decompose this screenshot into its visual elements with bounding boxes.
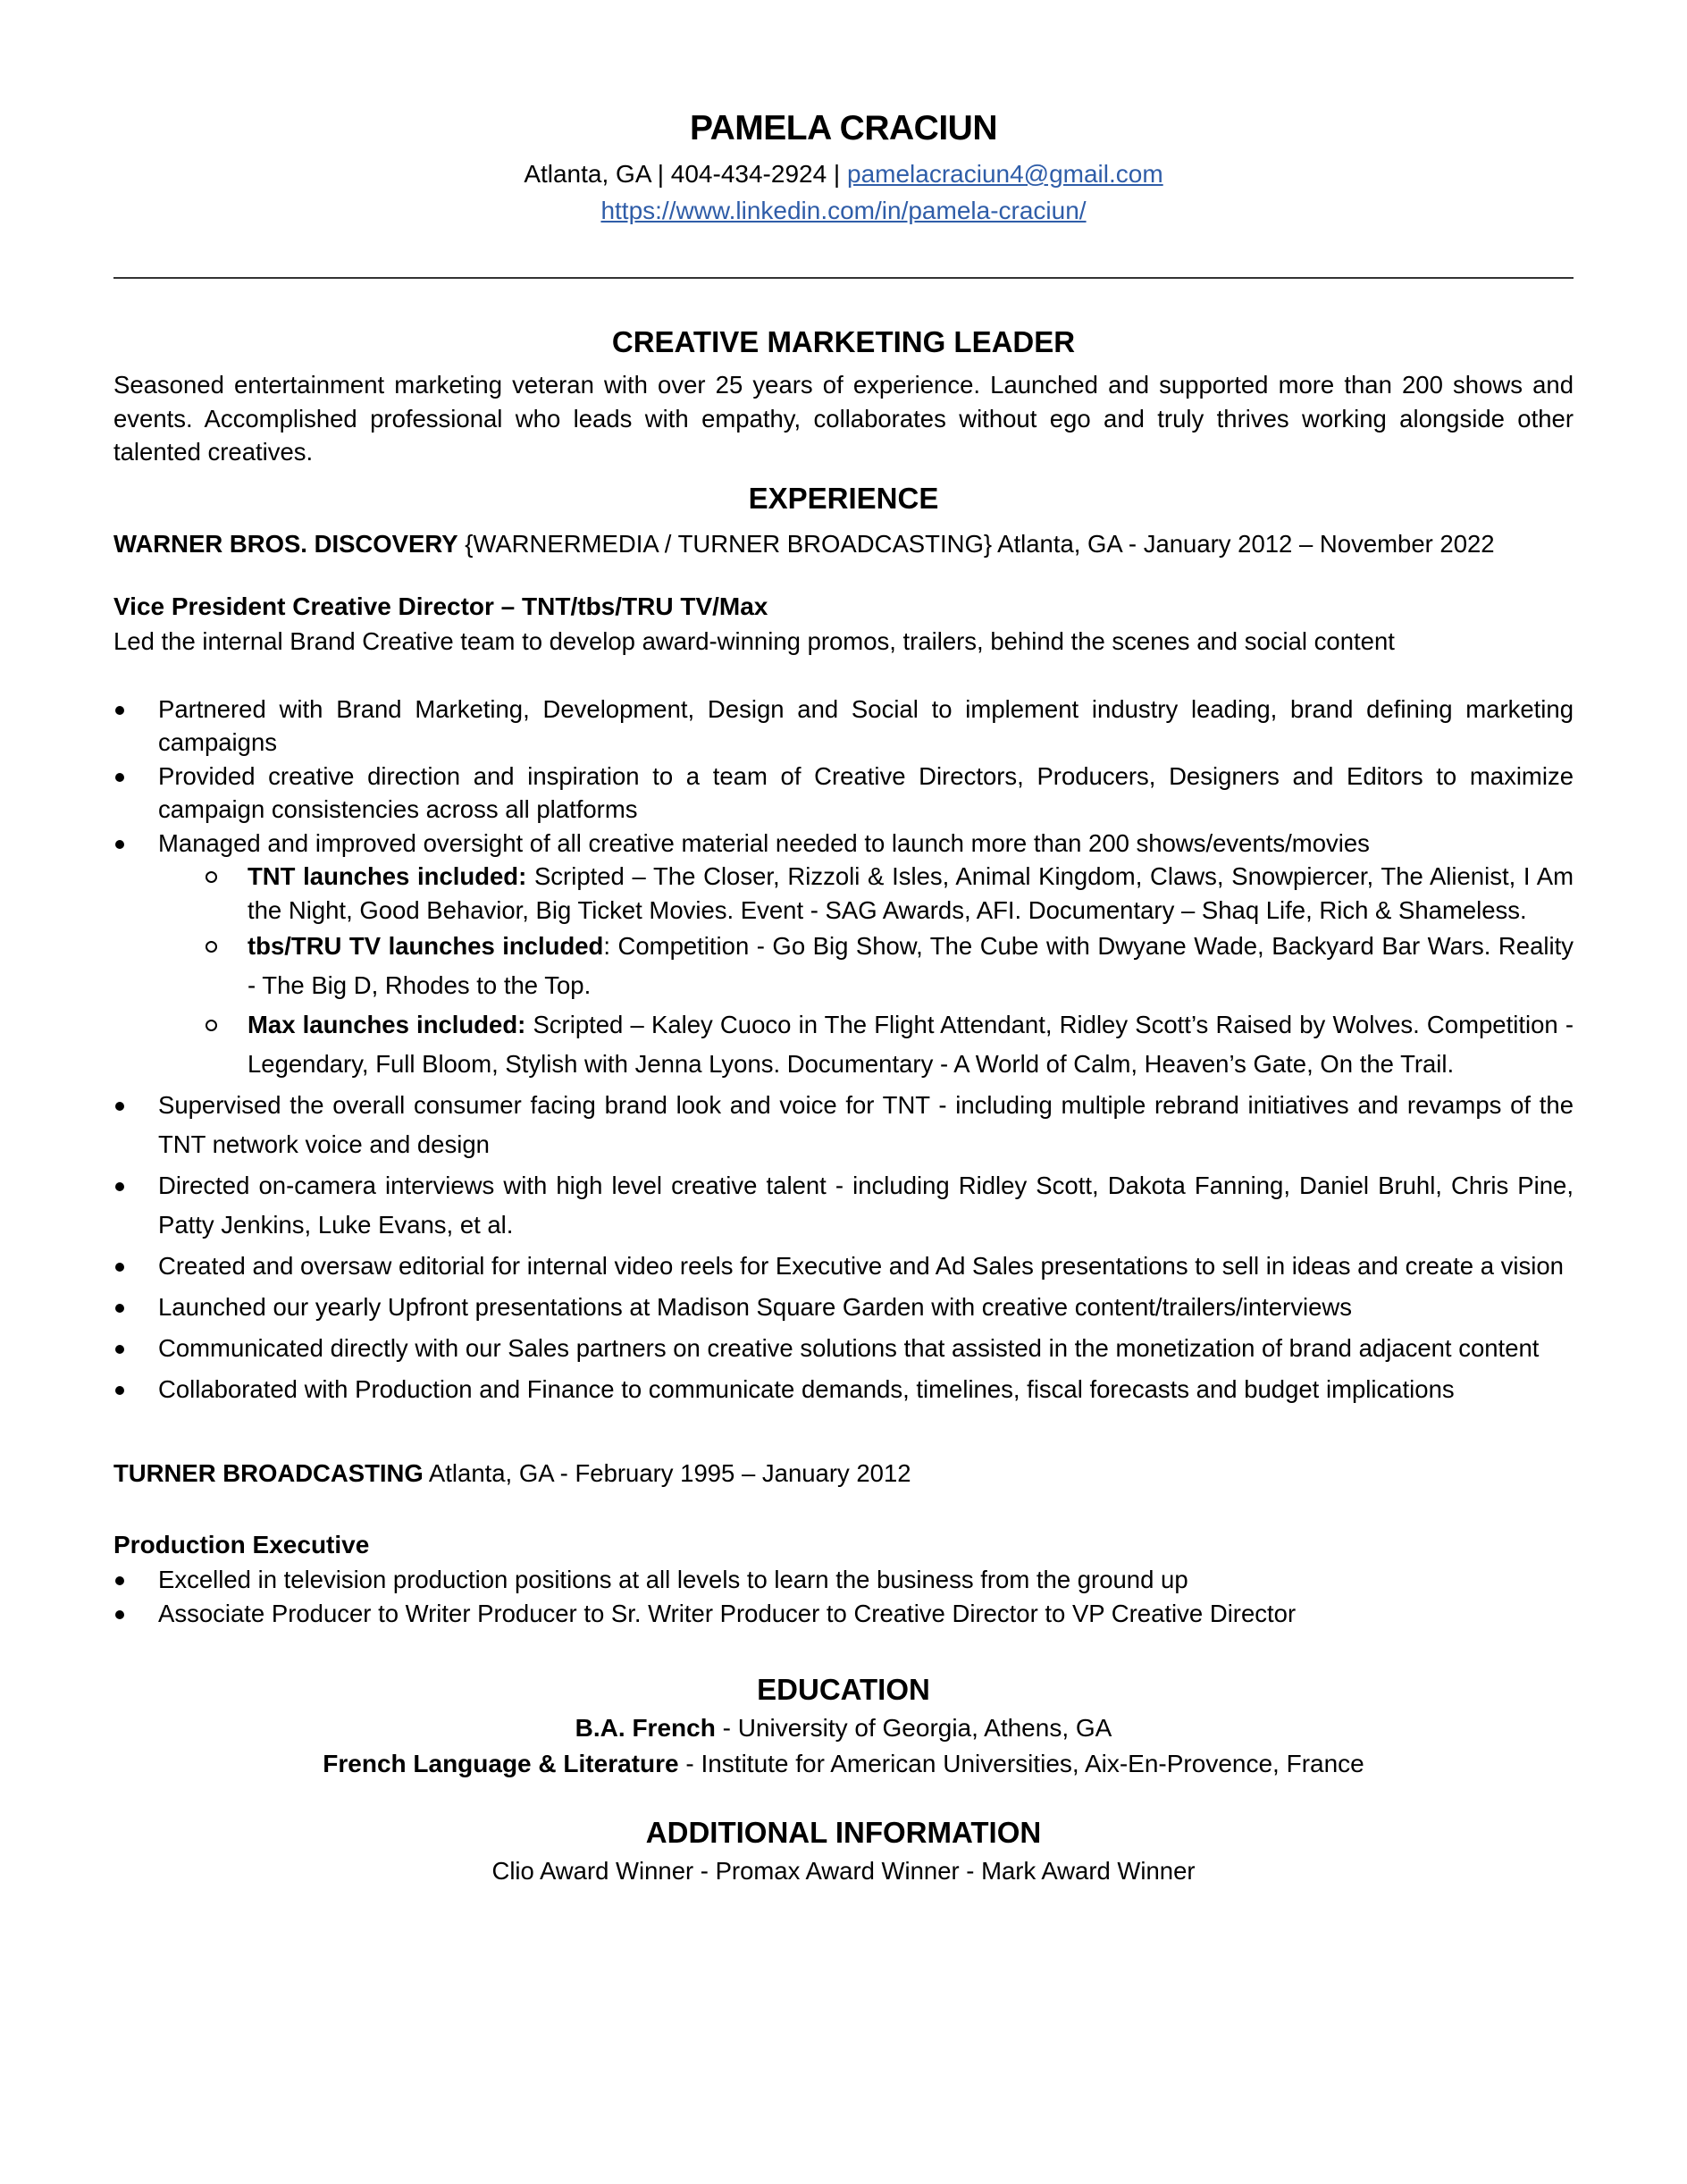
list-item <box>113 1288 1574 1327</box>
bullet-text: Associate Producer to Writer Producer to Sr. Writer Producer to Creative Director to VP Creative Director <box>158 1599 1297 1627</box>
degree-2: French Language & Literature <box>323 1750 679 1777</box>
job1-company: WARNER BROS. DISCOVERY <box>113 529 458 558</box>
job1-bullets-b <box>113 1086 1574 1409</box>
circle-bullet-icon <box>206 941 217 953</box>
list-item <box>113 1370 1574 1409</box>
bullet-text: Supervised the overall consumer facing brand look and voice for TNT - including multiple rebrand initiatives and revamps of the TNT network voice and design <box>158 1091 1574 1158</box>
list-item <box>113 693 1574 760</box>
linkedin-line <box>113 193 1574 229</box>
job1-role-desc: Led the internal Brand Creative team to develop award-winning promos, trailers, behind the scenes and social content <box>113 626 1395 655</box>
job1-header <box>113 526 1574 562</box>
bullet-icon <box>115 1102 124 1111</box>
location-phone: Atlanta, GA | 404-434-2924 | <box>524 160 847 188</box>
bullet-text: Directed on-camera interviews with high level creative talent - including Ridley Scott, Dakota Fanning, Daniel Bruhl, Chris Pine, Patty Jenkins, Luke Evans, et al. <box>158 1172 1574 1239</box>
sub-label: tbs/TRU TV launches included <box>248 932 604 960</box>
job1-bullets-a <box>113 693 1574 861</box>
summary-title: CREATIVE MARKETING LEADER <box>611 325 1076 358</box>
bullet-icon <box>115 1610 124 1619</box>
list-item <box>113 1563 1574 1597</box>
job2-header <box>113 1456 1574 1491</box>
additional-info-title: ADDITIONAL INFORMATION <box>645 1816 1042 1849</box>
sub-list-item <box>113 927 1574 1005</box>
candidate-name: PAMELA CRACIUN <box>690 109 997 147</box>
email-link[interactable]: pamelacraciun4@gmail.com <box>847 160 1163 188</box>
bullet-icon <box>115 1576 124 1585</box>
list-item <box>113 827 1574 861</box>
list-item <box>113 1597 1574 1631</box>
bullet-text: Communicated directly with our Sales partners on creative solutions that assisted in the monetization of brand adjacent content <box>158 1334 1540 1362</box>
job2-company: TURNER BROADCASTING <box>113 1459 424 1487</box>
bullet-icon <box>115 1263 124 1272</box>
list-item <box>113 1329 1574 1368</box>
bullet-text: Collaborated with Production and Finance to communicate demands, timelines, fiscal forecasts and budget implications <box>158 1375 1455 1403</box>
sub-list-item <box>113 1005 1574 1084</box>
sub-text: Scripted – Kaley Cuoco in The Flight Attendant, Ridley Scott’s Raised by Wolves. Competition - Legendary, Full Bloom, Stylish with Jenna Lyons. Documentary - A World of Calm, Heaven’s Gate, On the Trail. <box>248 1011 1574 1078</box>
resume-page <box>113 107 1574 1889</box>
bullet-text: Excelled in television production positions at all levels to learn the business from the ground up <box>158 1566 1188 1593</box>
bullet-text: Launched our yearly Upfront presentations at Madison Square Garden with creative content/trailers/interviews <box>158 1293 1352 1321</box>
degree-1: B.A. French <box>575 1714 716 1742</box>
bullet-icon <box>115 1304 124 1313</box>
circle-bullet-icon <box>206 871 217 883</box>
sub-text: : Competition - Go Big Show, The Cube with Dwyane Wade, Backyard Bar Wars. Reality - The Big D, Rhodes to the Top. <box>248 932 1574 999</box>
school-1: - University of Georgia, Athens, GA <box>715 1714 1112 1742</box>
bullet-text: Managed and improved oversight of all creative material needed to launch more than 200 shows/events/movies <box>158 828 1370 857</box>
sub-label: TNT launches included: <box>248 862 527 890</box>
job2-role: Production Executive <box>113 1531 370 1558</box>
circle-bullet-icon <box>206 1020 217 1031</box>
job1-role: Vice President Creative Director – TNT/tbs/TRU TV/Max <box>113 592 768 620</box>
sub-text: Scripted – The Closer, Rizzoli & Isles, Animal Kingdom, Claws, Snowpiercer, The Alienist, I Am the Night, Good Behavior, Big Ticket Movies. Event - SAG Awards, AFI. Documentary – Shaq Life, Rich & Shameless. <box>248 862 1574 924</box>
linkedin-link[interactable]: https://www.linkedin.com/in/pamela-craciun/ <box>600 197 1087 224</box>
job1-details: {WARNERMEDIA / TURNER BROADCASTING} Atlanta, GA - January 2012 – November 2022 <box>457 529 1495 558</box>
list-item <box>113 1166 1574 1245</box>
list-item <box>113 1247 1574 1286</box>
bullet-icon <box>115 1345 124 1354</box>
bullet-icon <box>115 840 124 849</box>
job2-bullets <box>113 1563 1574 1630</box>
sub-list-item <box>113 860 1574 927</box>
education-line-1 <box>113 1710 1574 1746</box>
job2-details: Atlanta, GA - February 1995 – January 2012 <box>423 1459 911 1487</box>
bullet-icon <box>115 1182 124 1191</box>
education-line-2 <box>113 1746 1574 1782</box>
header-divider <box>113 277 1574 279</box>
bullet-text: Created and oversaw editorial for internal video reels for Executive and Ad Sales presentations to sell in ideas and create a vision <box>158 1252 1564 1280</box>
sub-label: Max launches included: <box>248 1011 526 1038</box>
contact-line <box>113 155 1574 193</box>
additional-info-text: Clio Award Winner - Promax Award Winner - Mark Award Winner <box>491 1857 1196 1885</box>
bullet-icon <box>115 706 124 715</box>
list-item <box>113 1086 1574 1164</box>
bullet-icon <box>115 1386 124 1395</box>
bullet-icon <box>115 773 124 782</box>
bullet-text: Provided creative direction and inspiration to a team of Creative Directors, Producers, Designers and Editors to maximize campaign consistencies across all platforms <box>158 761 1574 823</box>
bullet-text: Partnered with Brand Marketing, Development, Design and Social to implement industry leading, brand defining marketing campaigns <box>158 694 1574 756</box>
launches-sublist <box>113 860 1574 1084</box>
summary-text: Seasoned entertainment marketing veteran with over 25 years of experience. Launched and supported more than 200 shows and events. Accomplished professional who leads with empathy, collaborates without ego and truly thrives working alongside other talented creatives. <box>113 371 1574 466</box>
experience-title: EXPERIENCE <box>748 481 939 515</box>
list-item <box>113 760 1574 827</box>
education-title: EDUCATION <box>757 1673 930 1706</box>
school-2: - Institute for American Universities, Aix-En-Provence, France <box>678 1750 1364 1777</box>
